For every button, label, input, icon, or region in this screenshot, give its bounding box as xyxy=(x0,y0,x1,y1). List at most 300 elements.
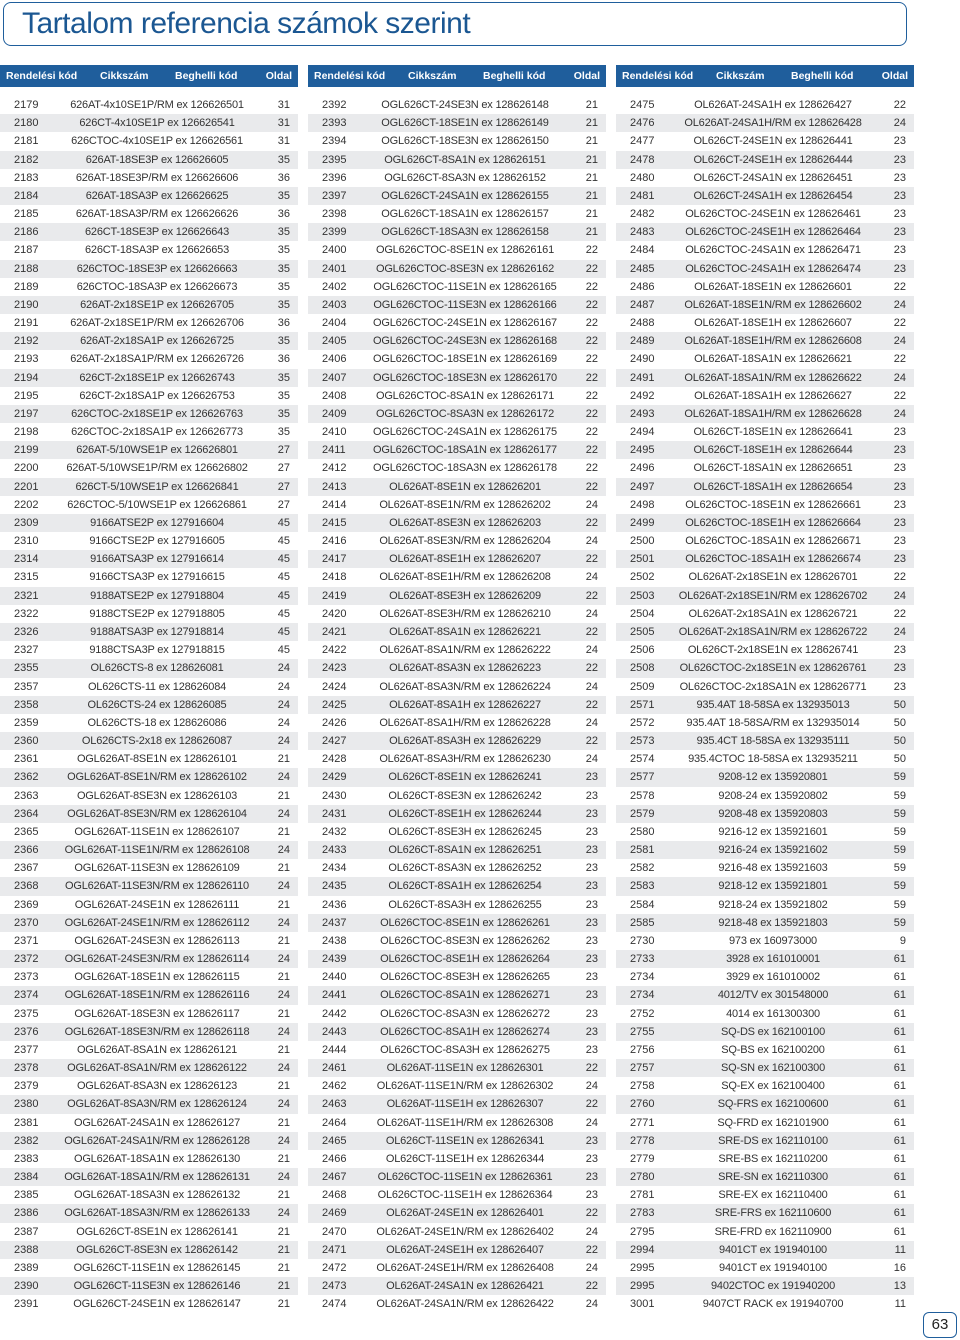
page-ref: 24 xyxy=(277,844,290,857)
table-row xyxy=(0,1059,298,1077)
page-title: Tartalom referencia számok szerint xyxy=(22,7,471,40)
article-code: OL626CTOC-11SE1N ex 128626361 xyxy=(377,1171,553,1184)
article-code: OL626CTOC-18SE1H ex 128626664 xyxy=(685,516,861,529)
article-code: SRE-EX ex 162110400 xyxy=(718,1189,828,1202)
article-code: SQ-SN ex 162100300 xyxy=(720,1062,826,1075)
page-ref: 22 xyxy=(585,1207,598,1220)
order-code: 2322 xyxy=(14,607,39,620)
order-code: 2202 xyxy=(14,498,39,511)
order-code: 2431 xyxy=(322,807,347,820)
order-code: 2187 xyxy=(14,244,39,257)
page-ref: 24 xyxy=(585,1116,598,1129)
page-ref: 61 xyxy=(893,1116,906,1129)
table-row xyxy=(0,714,298,732)
order-code: 2398 xyxy=(322,208,347,221)
order-code: 2503 xyxy=(630,589,655,602)
table-row xyxy=(616,314,914,332)
page-ref: 24 xyxy=(893,335,906,348)
article-code: OGL626AT-18SA3N ex 128626132 xyxy=(73,1189,241,1202)
page-ref: 11 xyxy=(894,1298,906,1311)
table-row xyxy=(308,260,606,278)
page-ref: 23 xyxy=(585,898,598,911)
page-ref: 24 xyxy=(585,680,598,693)
page-ref: 22 xyxy=(893,571,906,584)
article-code: OGL626AT-8SA1N/RM ex 128626122 xyxy=(67,1062,247,1075)
order-code: 2189 xyxy=(14,280,39,293)
page-ref: 22 xyxy=(585,426,598,439)
page-ref: 24 xyxy=(277,680,290,693)
page-ref: 21 xyxy=(277,753,290,766)
order-code: 2500 xyxy=(630,535,655,548)
header-beghelli-kod: Beghelli kód xyxy=(175,70,238,82)
article-code: OL626AT-24SA1N/RM ex 128626422 xyxy=(376,1298,554,1311)
page-ref: 35 xyxy=(277,389,290,402)
table-row xyxy=(0,587,298,605)
table-row xyxy=(0,914,298,932)
order-code: 2186 xyxy=(14,226,39,239)
page-ref: 22 xyxy=(585,698,598,711)
article-code: OL626CTOC-24SE1H ex 128626464 xyxy=(685,226,861,239)
page-ref: 24 xyxy=(277,1171,290,1184)
article-code: OL626AT-24SE1H ex 128626407 xyxy=(386,1243,544,1256)
table-row xyxy=(0,278,298,296)
article-code: OL626AT-24SA1H ex 128626427 xyxy=(694,99,852,111)
order-code: 2494 xyxy=(630,426,655,439)
page-ref: 24 xyxy=(277,916,290,929)
page-ref: 22 xyxy=(585,353,598,366)
order-code: 2406 xyxy=(322,353,347,366)
article-code: OGL626AT-18SE1N ex 128626115 xyxy=(74,971,240,984)
page-ref: 23 xyxy=(893,680,906,693)
table-row xyxy=(616,877,914,895)
order-code: 2760 xyxy=(630,1098,655,1111)
table-row xyxy=(308,1223,606,1241)
page-ref: 21 xyxy=(585,226,598,239)
order-code: 2436 xyxy=(322,898,347,911)
order-code: 2179 xyxy=(14,99,39,111)
order-code: 2574 xyxy=(630,753,655,766)
table-row xyxy=(616,896,914,914)
order-code: 2779 xyxy=(630,1152,655,1165)
order-code: 2407 xyxy=(322,371,347,384)
article-code: OL626AT-11SE1N/RM ex 128626302 xyxy=(376,1080,554,1093)
article-code: 626AT-2x18SE1P ex 126626705 xyxy=(80,298,234,311)
page-ref: 9 xyxy=(899,934,906,947)
table-row xyxy=(616,1132,914,1150)
table-row xyxy=(308,205,606,223)
table-row xyxy=(0,223,298,241)
order-code: 2498 xyxy=(630,498,655,511)
table-row xyxy=(0,1150,298,1168)
order-code: 2184 xyxy=(14,189,39,202)
article-code: OGL626AT-11SE1N/RM ex 128626108 xyxy=(64,844,250,857)
order-code: 2381 xyxy=(14,1116,39,1129)
page-ref: 23 xyxy=(585,880,598,893)
table-row xyxy=(0,1277,298,1295)
article-code: 9166CTSA3P ex 127916615 xyxy=(89,571,225,584)
table-row xyxy=(308,859,606,877)
order-code: 2491 xyxy=(630,371,655,384)
order-code: 2501 xyxy=(630,553,655,566)
table-row xyxy=(616,714,914,732)
article-code: OL626AT-8SA1N ex 128626221 xyxy=(389,625,541,638)
article-code: OL626AT-2x18SA1N ex 128626721 xyxy=(688,607,858,620)
order-code: 2314 xyxy=(14,553,39,566)
page-ref: 27 xyxy=(277,444,290,457)
table-row xyxy=(0,605,298,623)
order-code: 2995 xyxy=(630,1262,655,1274)
order-code: 2363 xyxy=(14,789,39,802)
order-code: 2380 xyxy=(14,1098,39,1111)
article-code: OGL626CT-8SE1N ex 128626141 xyxy=(76,1225,238,1238)
table-row xyxy=(0,568,298,586)
page-ref: 23 xyxy=(893,498,906,511)
table-row xyxy=(0,659,298,677)
page-ref: 24 xyxy=(585,753,598,766)
table-row xyxy=(308,1168,606,1186)
order-code: 2778 xyxy=(630,1134,655,1147)
order-code: 2466 xyxy=(322,1152,347,1165)
article-code: OGL626CTOC-18SE1N ex 128626169 xyxy=(373,353,557,366)
order-code: 2425 xyxy=(322,698,347,711)
table-row xyxy=(0,805,298,823)
article-code: OL626AT-24SE1N ex 128626401 xyxy=(386,1207,544,1220)
page-ref: 59 xyxy=(893,844,906,857)
article-code: OGL626CTOC-24SE1N ex 128626167 xyxy=(373,317,557,330)
page-ref: 22 xyxy=(585,480,598,493)
page-ref: 45 xyxy=(277,589,290,602)
article-code: OL626CTOC-24SA1N ex 128626471 xyxy=(685,244,861,257)
table-row xyxy=(0,877,298,895)
article-code: 9166ATSE2P ex 127916604 xyxy=(90,516,224,529)
table-row xyxy=(0,1186,298,1204)
table-row xyxy=(308,1132,606,1150)
article-code: OL626AT-8SE3N/RM ex 128626204 xyxy=(379,535,551,548)
order-code: 2423 xyxy=(322,662,347,675)
article-code: OL626AT-8SE1H ex 128626207 xyxy=(389,553,541,566)
article-code: OGL626CT-8SA3N ex 128626152 xyxy=(384,171,546,184)
order-code: 2410 xyxy=(322,426,347,439)
page-ref: 35 xyxy=(277,335,290,348)
article-code: OGL626AT-8SA3N/RM ex 128626124 xyxy=(67,1098,247,1111)
table-row xyxy=(616,169,914,187)
article-code: OL626CTOC-18SE1N ex 128626661 xyxy=(685,498,861,511)
order-code: 2994 xyxy=(630,1243,655,1256)
table-row xyxy=(616,423,914,441)
page-ref: 22 xyxy=(585,1243,598,1256)
order-code: 2509 xyxy=(630,680,655,693)
article-code: OGL626CT-8SE3N ex 128626142 xyxy=(76,1243,238,1256)
page-ref: 59 xyxy=(893,789,906,802)
table-row xyxy=(616,732,914,750)
article-code: 9188ATSA3P ex 127918814 xyxy=(90,625,224,638)
order-code: 2378 xyxy=(14,1062,39,1075)
article-code: OL626CTOC-24SA1H ex 128626474 xyxy=(685,262,861,275)
article-code: OGL626CT-24SE1N ex 128626147 xyxy=(73,1298,241,1311)
order-code: 2375 xyxy=(14,1007,39,1020)
title-box xyxy=(3,2,907,46)
page-ref: 13 xyxy=(893,1280,906,1293)
article-code: OL626CT-24SA1N ex 128626451 xyxy=(693,171,853,184)
order-code: 2404 xyxy=(322,317,347,330)
article-code: 626CTOC-2x18SE1P ex 126626763 xyxy=(71,407,243,420)
table-row xyxy=(0,314,298,332)
page-ref: 31 xyxy=(277,117,290,130)
header-oldal: Oldal xyxy=(881,70,908,82)
article-code: OL626AT-18SE1N ex 128626601 xyxy=(694,280,852,293)
order-code: 2394 xyxy=(322,135,347,148)
table-row xyxy=(308,787,606,805)
order-code: 2413 xyxy=(322,480,347,493)
article-code: 626AT-4x10SE1P/RM ex 126626501 xyxy=(70,99,244,111)
page-ref: 24 xyxy=(277,807,290,820)
table-row xyxy=(616,223,914,241)
order-code: 2440 xyxy=(322,971,347,984)
table-column-3 xyxy=(616,65,914,1314)
order-code: 2409 xyxy=(322,407,347,420)
table-row xyxy=(308,714,606,732)
page-ref: 24 xyxy=(277,1062,290,1075)
page-ref: 61 xyxy=(893,971,906,984)
page-ref: 24 xyxy=(277,698,290,711)
article-code: 935.4CTOC 18-58SA ex 132935211 xyxy=(688,753,858,766)
article-code: OL626CT-8SA1N ex 128626251 xyxy=(388,844,542,857)
order-code: 2201 xyxy=(14,480,39,493)
page-ref: 22 xyxy=(585,317,598,330)
order-code: 2199 xyxy=(14,444,39,457)
page-ref: 45 xyxy=(277,625,290,638)
article-code: OL626CT-8SE1H ex 128626244 xyxy=(388,807,542,820)
page-ref: 35 xyxy=(277,298,290,311)
article-code: OGL626AT-8SA1N ex 128626121 xyxy=(76,1043,238,1056)
table-row xyxy=(308,877,606,895)
article-code: OL626AT-2x18SA1N/RM ex 128626722 xyxy=(678,625,868,638)
page-ref: 50 xyxy=(893,753,906,766)
order-code: 2480 xyxy=(630,171,655,184)
table-row xyxy=(0,1077,298,1095)
page-ref: 23 xyxy=(893,189,906,202)
article-code: OL626AT-18SE1H/RM ex 128626608 xyxy=(684,335,862,348)
page-ref: 24 xyxy=(585,644,598,657)
article-code: OL626CTOC-8SA1H ex 128626274 xyxy=(380,1025,550,1038)
page-ref: 22 xyxy=(585,589,598,602)
order-code: 2382 xyxy=(14,1134,39,1147)
article-code: OL626AT-18SE1H ex 128626607 xyxy=(694,317,852,330)
order-code: 2379 xyxy=(14,1080,39,1093)
article-code: SRE-SN ex 162110300 xyxy=(718,1171,828,1184)
table-row xyxy=(308,605,606,623)
article-code: OGL626AT-11SE3N ex 128626109 xyxy=(74,862,240,875)
table-row xyxy=(616,841,914,859)
order-code: 2438 xyxy=(322,934,347,947)
page-ref: 23 xyxy=(893,462,906,475)
page-ref: 24 xyxy=(893,298,906,311)
order-code: 2195 xyxy=(14,389,39,402)
page-ref: 24 xyxy=(277,953,290,966)
page-ref: 24 xyxy=(585,607,598,620)
page-ref: 22 xyxy=(585,735,598,748)
table-row xyxy=(308,241,606,259)
order-code: 2470 xyxy=(322,1225,347,1238)
table-row xyxy=(616,1077,914,1095)
table-row xyxy=(0,950,298,968)
header-cikkszam: Cikkszám xyxy=(716,70,765,82)
article-code: OL626AT-8SE3H/RM ex 128626210 xyxy=(379,607,551,620)
table-row xyxy=(308,1005,606,1023)
page-ref: 61 xyxy=(893,1080,906,1093)
table-row xyxy=(308,968,606,986)
page-ref: 22 xyxy=(893,389,906,402)
page-ref: 21 xyxy=(277,1225,290,1238)
article-code: OL626AT-8SE1H/RM ex 128626208 xyxy=(379,571,551,584)
order-code: 2364 xyxy=(14,807,39,820)
table-row xyxy=(0,932,298,950)
page-ref: 61 xyxy=(893,1134,906,1147)
article-code: OL626CTOC-8SE3H ex 128626265 xyxy=(380,971,550,984)
table-row xyxy=(616,787,914,805)
order-code: 2475 xyxy=(630,99,655,111)
page-ref: 21 xyxy=(277,825,290,838)
page-ref: 24 xyxy=(277,1207,290,1220)
table-row xyxy=(616,532,914,550)
order-code: 2505 xyxy=(630,625,655,638)
table-row xyxy=(616,1204,914,1222)
order-code: 2200 xyxy=(14,462,39,475)
table-row xyxy=(616,823,914,841)
article-code: OL626AT-8SA3H ex 128626229 xyxy=(389,735,541,748)
table-row xyxy=(308,1295,606,1313)
article-code: 9208-12 ex 135920801 xyxy=(718,771,828,784)
table-row xyxy=(616,205,914,223)
table-row xyxy=(0,423,298,441)
page-ref: 24 xyxy=(585,571,598,584)
table-row xyxy=(308,223,606,241)
article-code: 4014 ex 161300300 xyxy=(726,1007,820,1020)
order-code: 2780 xyxy=(630,1171,655,1184)
article-code: 626CTOC-5/10WSE1P ex 126626861 xyxy=(67,498,247,511)
order-code: 2374 xyxy=(14,989,39,1002)
table-row xyxy=(308,296,606,314)
table-row xyxy=(616,151,914,169)
table-row xyxy=(0,260,298,278)
order-code: 2422 xyxy=(322,644,347,657)
article-code: OGL626AT-24SE1N/RM ex 128626112 xyxy=(64,916,250,929)
order-code: 2482 xyxy=(630,208,655,221)
table-row xyxy=(616,950,914,968)
table-row xyxy=(0,678,298,696)
page-ref: 24 xyxy=(277,1134,290,1147)
article-code: 626AT-18SE3P ex 126626605 xyxy=(85,153,229,166)
article-code: 935.4AT 18-58SA/RM ex 132935014 xyxy=(686,716,860,729)
order-code: 2472 xyxy=(322,1262,347,1274)
table-row xyxy=(616,641,914,659)
article-code: OGL626AT-24SE3N/RM ex 128626114 xyxy=(64,953,250,966)
order-code: 2428 xyxy=(322,753,347,766)
page-ref: 23 xyxy=(893,516,906,529)
article-code: OL626AT-24SA1N ex 128626421 xyxy=(386,1280,544,1293)
article-code: OGL626CTOC-24SA1N ex 128626175 xyxy=(373,426,557,439)
table-row xyxy=(308,387,606,405)
page-ref: 22 xyxy=(893,317,906,330)
article-code: OGL626AT-18SE3N ex 128626117 xyxy=(74,1007,240,1020)
article-code: 9401CT ex 191940100 xyxy=(719,1243,827,1256)
article-code: 626CT-18SA3P ex 126626653 xyxy=(84,244,230,257)
page-ref: 23 xyxy=(585,844,598,857)
table-row xyxy=(0,478,298,496)
article-code: OL626AT-18SA1N/RM ex 128626622 xyxy=(684,371,862,384)
header-cikkszam: Cikkszám xyxy=(408,70,457,82)
order-code: 2493 xyxy=(630,407,655,420)
table-row xyxy=(0,96,298,114)
order-code: 2781 xyxy=(630,1189,655,1202)
page-ref: 21 xyxy=(277,971,290,984)
article-code: OL626AT-8SE3N ex 128626203 xyxy=(389,516,541,529)
table-row xyxy=(0,696,298,714)
article-code: OGL626CT-24SA1N ex 128626155 xyxy=(381,189,549,202)
article-code: OGL626AT-8SA3N ex 128626123 xyxy=(76,1080,238,1093)
article-code: 935.4AT 18-58SA ex 132935013 xyxy=(696,698,850,711)
table-row xyxy=(308,768,606,786)
order-code: 2477 xyxy=(630,135,655,148)
order-code: 2355 xyxy=(14,662,39,675)
order-code: 2321 xyxy=(14,589,39,602)
order-code: 2443 xyxy=(322,1025,347,1038)
order-code: 2437 xyxy=(322,916,347,929)
table-row xyxy=(616,1295,914,1313)
table-row xyxy=(0,1005,298,1023)
table-row xyxy=(0,823,298,841)
table-row xyxy=(616,1223,914,1241)
article-code: OL626CT-11SE1N ex 128626341 xyxy=(385,1134,545,1147)
article-code: 626AT-2x18SA1P ex 126626725 xyxy=(80,335,234,348)
table-row xyxy=(616,1023,914,1041)
article-code: OL626CTS-2x18 ex 128626087 xyxy=(81,735,233,748)
order-code: 2362 xyxy=(14,771,39,784)
article-code: OGL626AT-8SE3N/RM ex 128626104 xyxy=(67,807,247,820)
page-ref: 23 xyxy=(585,1171,598,1184)
table-row xyxy=(308,1150,606,1168)
page-ref: 24 xyxy=(277,771,290,784)
table-row xyxy=(308,514,606,532)
table-row xyxy=(616,932,914,950)
page-ref: 22 xyxy=(585,298,598,311)
page-ref: 24 xyxy=(277,1025,290,1038)
page-ref: 23 xyxy=(585,1152,598,1165)
order-code: 2400 xyxy=(322,244,347,257)
page-ref: 21 xyxy=(585,117,598,130)
article-code: OL626CT-8SE3N ex 128626242 xyxy=(388,789,542,802)
table-row xyxy=(0,205,298,223)
order-code: 2427 xyxy=(322,735,347,748)
article-code: OGL626AT-18SA1N ex 128626130 xyxy=(73,1152,241,1165)
page-ref: 61 xyxy=(893,989,906,1002)
page-ref: 21 xyxy=(277,1243,290,1256)
table-row xyxy=(616,805,914,823)
table-row xyxy=(308,114,606,132)
article-code: 9166ATSA3P ex 127916614 xyxy=(90,553,224,566)
table-row xyxy=(308,332,606,350)
article-code: 626AT-5/10WSE1P/RM ex 126626802 xyxy=(66,462,248,475)
table-row xyxy=(308,950,606,968)
order-code: 2198 xyxy=(14,426,39,439)
article-code: OGL626AT-8SE3N ex 128626103 xyxy=(76,789,238,802)
order-code: 2415 xyxy=(322,516,347,529)
article-code: OGL626CTOC-8SE3N ex 128626162 xyxy=(375,262,555,275)
article-code: SQ-FRS ex 162100600 xyxy=(717,1098,829,1111)
page-ref: 24 xyxy=(277,880,290,893)
order-code: 2386 xyxy=(14,1207,39,1220)
table-row xyxy=(308,1186,606,1204)
